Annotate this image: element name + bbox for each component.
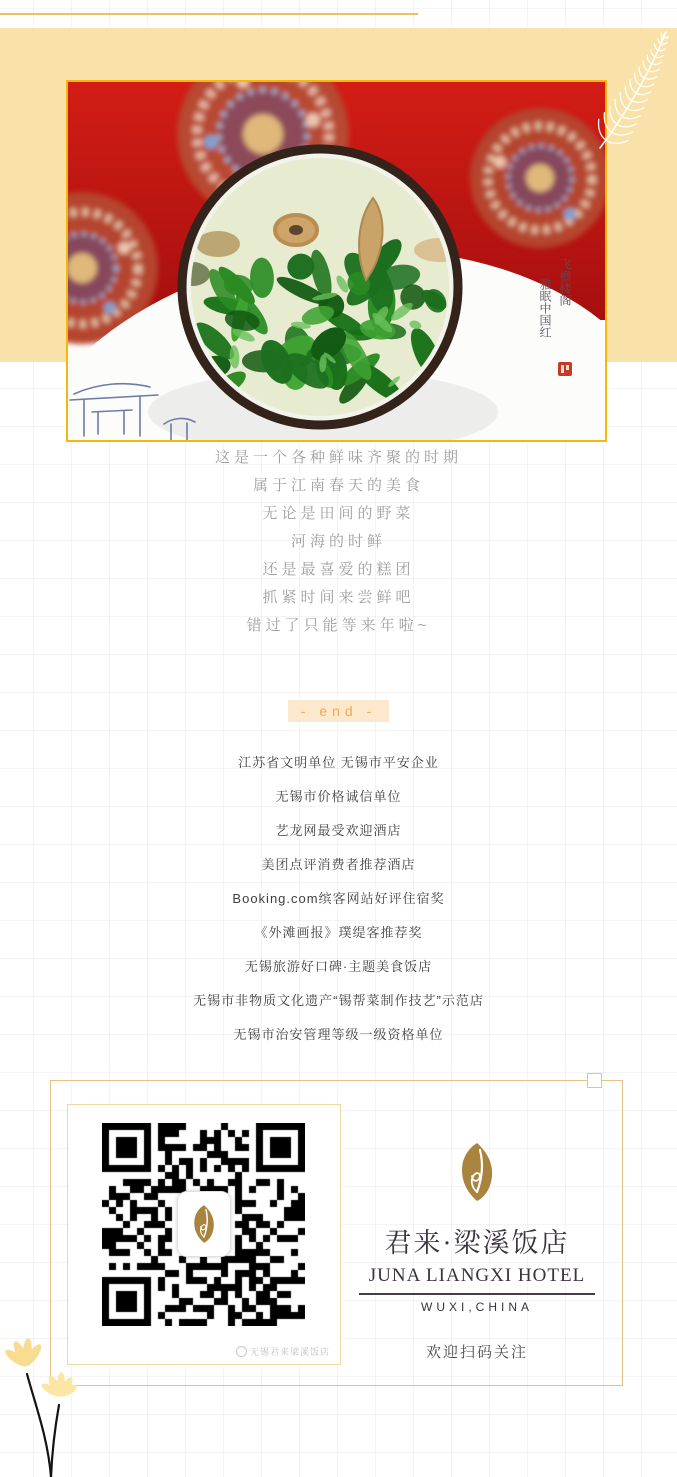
garnish-ring [275,215,317,245]
fern-leaf-decoration [588,26,674,154]
award-item: 无锡市非物质文化遗产“锡帮菜制作技艺”示范店 [193,993,484,1008]
brand-location: WUXI,CHINA [421,1300,533,1314]
end-marker-row [0,700,677,722]
dish-photo [66,80,607,442]
intro-line: 错过了只能等来年啦~ [246,617,431,634]
qr-code [67,1104,341,1365]
award-item: 江苏省文明单位 无锡市平安企业 [238,755,439,770]
award-item: 无锡市治安管理等级一级资格单位 [233,1027,444,1042]
awards-list [0,746,677,1052]
soup-bowl [174,149,466,425]
intro-line: 还是最喜爱的糕团 [262,561,415,578]
award-item: 无锡市价格诚信单位 [275,789,402,804]
qr-watermark: 无锡君来梁溪饭店 [236,1345,330,1358]
flower-decoration [0,1337,110,1477]
brand-divider [359,1293,595,1295]
qr-center-logo [177,1191,231,1257]
intro-line: 属于江南春天的美食 [252,477,424,494]
brand-name-cn: 君来·梁溪饭店 [384,1228,570,1258]
svg-text:飞檐楼阁: 飞檐楼阁 [558,258,572,306]
footer-card [50,1080,623,1386]
award-item: Booking.com缤客网站好评住宿奖 [232,891,445,906]
intro-line: 抓紧时间来尝鲜吧 [262,589,415,606]
brand-name-en: JUNA LIANGXI HOTEL [368,1265,586,1286]
award-item: 无锡旅游好口碑·主题美食饭店 [244,959,433,974]
award-item: 美团点评消费者推荐酒店 [261,857,416,872]
end-badge: - end - [288,700,389,722]
red-seal [558,362,572,376]
qr-watermark-logo-icon [236,1346,247,1357]
card-corner-ornament [587,1073,602,1088]
leaf-logo-icon [457,1142,497,1202]
brand-block [349,1142,605,1362]
intro-line: 河海的时鲜 [290,533,386,550]
intro-line: 这是一个各种鲜味齐聚的时期 [214,449,462,466]
intro-line: 无论是田间的野菜 [262,505,415,522]
award-item: 《外滩画报》璞缇客推荐奖 [254,925,423,940]
follow-prompt: 欢迎扫码关注 [425,1344,528,1361]
leaf-logo-icon [191,1204,217,1244]
intro-text-block [0,444,677,640]
top-divider-line [0,13,418,15]
svg-text:雅眠中国红: 雅眠中国红 [538,278,552,338]
award-item: 艺龙网最受欢迎酒店 [275,823,402,838]
